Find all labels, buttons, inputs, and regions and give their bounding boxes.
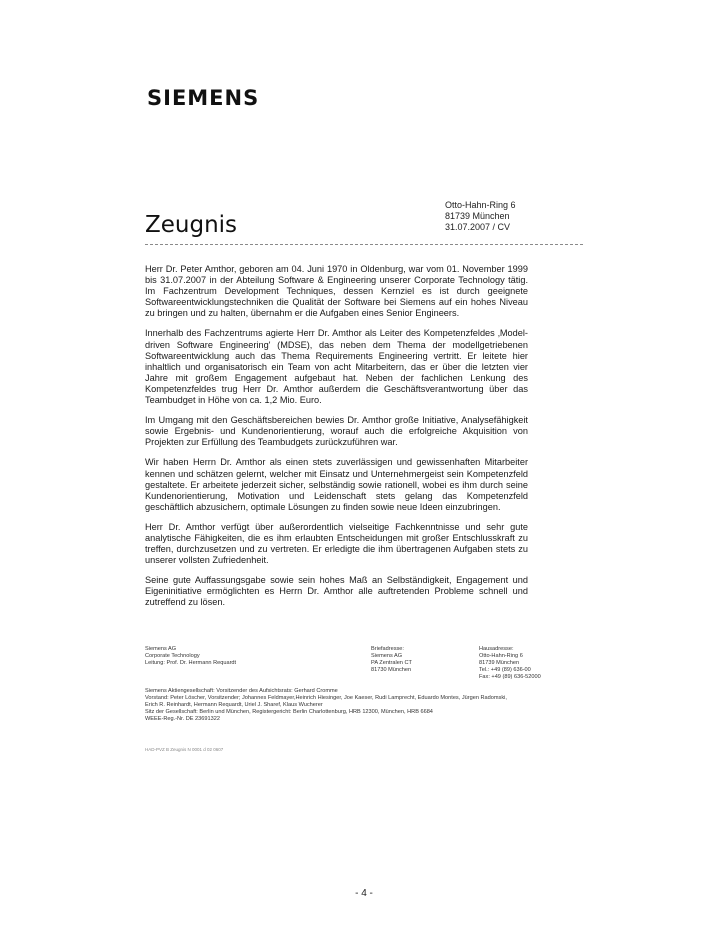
footer-house-line: 81739 München — [479, 659, 520, 666]
footer-legal-line: Siemens Aktiengesellschaft: Vorsitzender des Aufsichtsrats: Gerhard Cromme — [145, 688, 338, 694]
footer-company-line: Corporate Technology — [145, 652, 200, 659]
body-paragraph: Wir haben Herrn Dr. Amthor als einen stets zuverlässigen und gewissenhaften Mitarbeiter kennen und schätzen gelernt, welcher mit Einsatz und Unternehmergeist sein Kompetenzfeld gestaltete. Er arbeitete jederzeit sicher, selbständig sowie rationell, wobei es ihm durch seine Kundenorientierung, Motivation und Leidenschaft stets gelang das Kompetenzfeld geschäftlich abzusichern, optimale Lösungen zu finden sowie neue Ideen einzubringen. — [145, 457, 528, 512]
footer-house-address — [479, 646, 541, 681]
body-paragraph: Herr Dr. Peter Amthor, geboren am 04. Juni 1970 in Oldenburg, war vom 01. November 1999 bis 31.07.2007 in der Abteilung Software & Engineering unserer Corporate Technology tätig. Im Fachzentrum Development Techniques, dessen Kernziel es ist durch geeignete Softwareentwicklungstechniken die Qualität der Software bei Siemens auf ein hohes Niveau zu bringen und zu halten, übernahm er die Aufgaben eines Senior Engineers. — [145, 264, 528, 319]
page-number: - 4 - — [355, 888, 373, 899]
footer-house-line: Fax: +49 (89) 636-52000 — [479, 673, 541, 680]
footer-postal-line: PA Zentralen CT — [371, 659, 412, 666]
footer-house-line: Tel.: +49 (89) 636-00 — [479, 666, 531, 673]
footer-company — [145, 646, 236, 667]
body-paragraph: Herr Dr. Amthor verfügt über außerordentlich vielseitige Fachkenntnisse und sehr gute analytische Fähigkeiten, die es ihm erlaubten Entscheidungen mit großer Entschlusskraft zu treffen, durchzusetzen und zu vertreten. Er erledigte die ihm übertragenen Aufgaben stets zu unserer vollsten Zufriedenheit. — [145, 521, 528, 566]
letterhead-footer — [145, 646, 545, 722]
document-title: Zeugnis — [145, 212, 238, 238]
footer-legal-line: WEEE-Reg.-Nr. DE 23691322 — [145, 715, 220, 722]
siemens-logo: SIEMENS — [147, 86, 260, 110]
footer-house-line: Otto-Hahn-Ring 6 — [479, 652, 523, 659]
footer-legal-line: Sitz der Gesellschaft: Berlin und München, Registergericht: Berlin Charlottenburg, HRB 12300, München, HRB 6684 — [145, 708, 433, 715]
footer-postal-line: 81730 München — [371, 666, 412, 673]
header-divider — [145, 244, 583, 245]
body-paragraph: Seine gute Auffassungsgabe sowie sein hohes Maß an Selbständigkeit, Engagement und Eigeninitiative ermöglichten es Herrn Dr. Amthor alle auftretenden Probleme schnell und zutreffend zu lösen. — [145, 575, 528, 608]
footer-company-line: Siemens AG — [145, 646, 177, 652]
document-body — [145, 264, 528, 618]
body-paragraph: Innerhalb des Fachzentrums agierte Herr Dr. Amthor als Leiter des Kompetenzfeldes ‚Model-driven Software Engineering' (MDSE), das neben dem Thema der modellgetriebenen Softwareentwicklung auch das Thema Requirements Engineering vertritt. Er leitete hier inhaltlich und organisatorisch ein Team von acht Mitarbeitern, das er über die letzten vier Jahre mit großem Engagement aufgebaut hat. Neben der fachlichen Lenkung des Kompetenzfeldes trug Herr Dr. Amthor außerdem die Geschäftsverantwortung über das Teambudget in Höhe von ca. 1,2 Mio. Euro. — [145, 328, 528, 406]
footer-company-line: Leitung: Prof. Dr. Hermann Requardt — [145, 659, 237, 666]
address-date: 31.07.2007 / CV — [445, 222, 511, 232]
address-street: Otto-Hahn-Ring 6 — [445, 200, 516, 210]
footer-legal — [145, 688, 545, 723]
document-reference: HAD-PVZ B Zeugnis N 0001 d 02 0607 — [145, 747, 224, 752]
footer-postal-address — [371, 646, 412, 674]
footer-legal-line: Vorstand: Peter Löscher, Vorsitzender; Johannes Feldmayer,Heinrich Hiesinger, Joe Kaeser, Rudi Lamprecht, Eduardo Montes, Jürgen Radomski, — [145, 694, 507, 701]
footer-postal-label: Briefadresse: — [371, 646, 404, 652]
footer-postal-line: Siemens AG — [371, 652, 403, 659]
footer-house-label: Hausadresse: — [479, 646, 514, 652]
sender-address-block — [445, 200, 516, 233]
footer-legal-line: Erich R. Reinhardt, Hermann Requardt, Uriel J. Sharef, Klaus Wucherer — [145, 701, 323, 708]
address-city: 81739 München — [445, 211, 510, 221]
body-paragraph: Im Umgang mit den Geschäftsbereichen bewies Dr. Amthor große Initiative, Analysefähigkeit sowie Ergebnis- und Kundenorientierung, worauf auch die erfolgreiche Akquisition von Projekten zur Erfüllung des Teambudgets zurückzuführen war. — [145, 415, 528, 448]
